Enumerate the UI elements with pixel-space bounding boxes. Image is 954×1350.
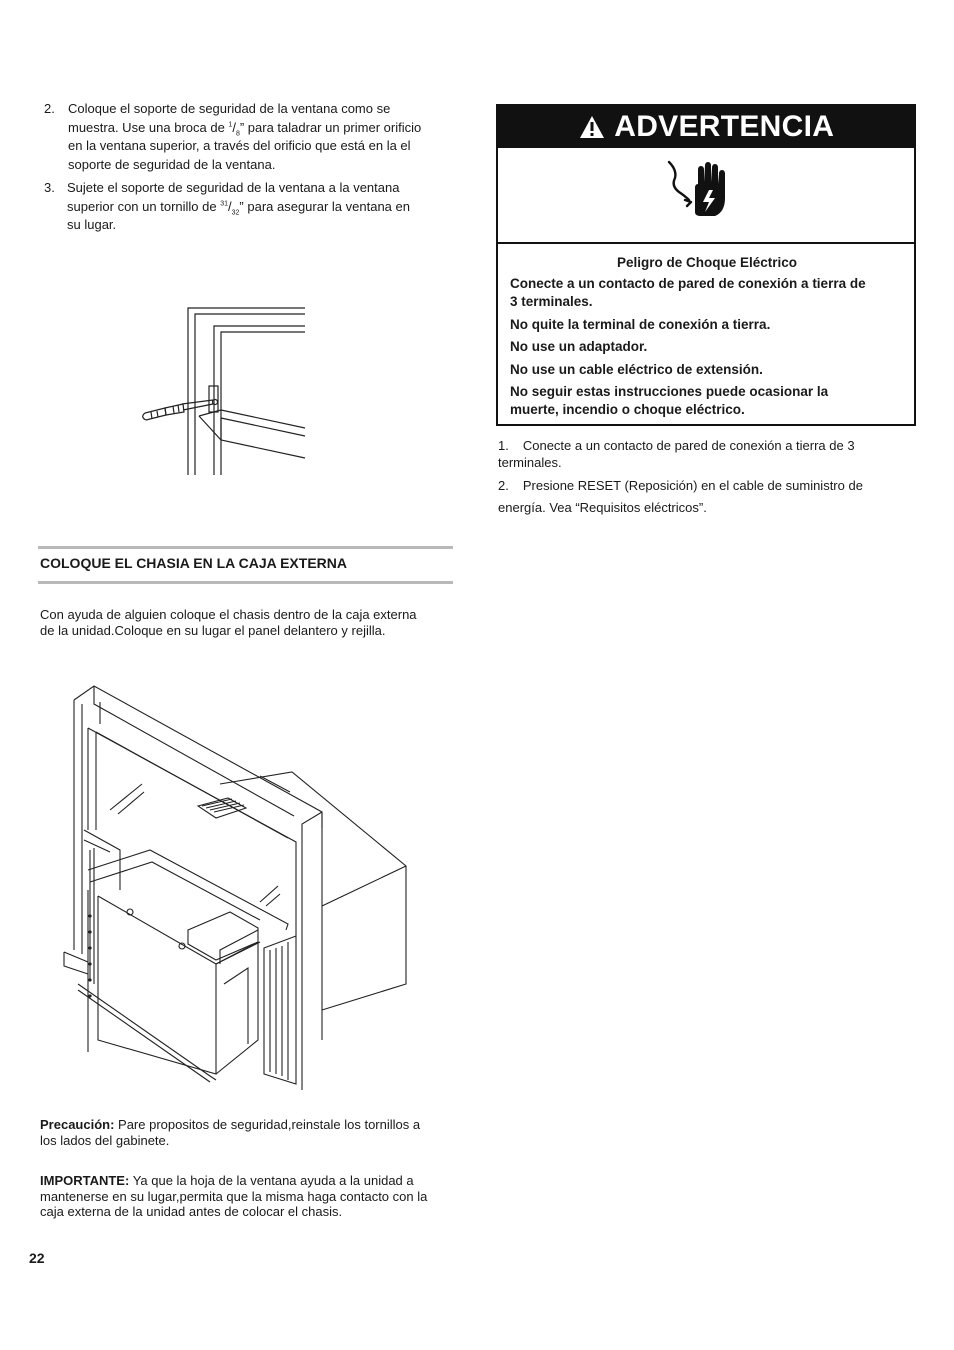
warning-text (510, 254, 904, 424)
precaution-line: Precaución: Pare propositos de seguridad,reinstale los tornillos a (40, 1117, 421, 1132)
step-text-line: en la ventana superior, a través del orificio que está en la el (68, 138, 411, 153)
warning-box (496, 104, 916, 426)
fraction-denominator: 32 (231, 209, 240, 217)
right-step-line: 2. Presione RESET (Reposición) en el cable de suministro de (498, 478, 863, 493)
precaution-label: Precaución: (40, 1117, 115, 1132)
fraction-numerator: 1 (228, 121, 233, 129)
step-text-line: su lugar. (67, 217, 117, 232)
warning-line: No quite la terminal de conexión a tierra. (510, 316, 771, 332)
step-number: 3. (44, 180, 55, 195)
fraction-numerator: 31 (220, 200, 228, 208)
warning-line: Conecte a un contacto de pared de conexión a tierra de 3 terminales. (510, 276, 866, 309)
step-3 (44, 179, 454, 237)
precaution-note (40, 1116, 460, 1150)
warning-title: ADVERTENCIA (614, 110, 835, 143)
warning-heading: Peligro de Choque Eléctrico (616, 255, 798, 270)
step-number: 1. (498, 438, 509, 453)
step-2 (44, 100, 454, 176)
step-text-line: superior con un tornillo de $^{31}/_{32}$” para asegurar la ventana en (67, 198, 410, 217)
precaution-line: los lados del gabinete. (40, 1132, 170, 1148)
step-text-line: soporte de seguridad de la ventana. (68, 156, 276, 172)
fraction-denominator: 8 (235, 130, 240, 138)
right-step-2 (498, 475, 908, 519)
important-line: IMPORTANTE: Ya que la hoja de la ventana ayuda a la unidad a (40, 1173, 414, 1188)
important-label: IMPORTANTE: (40, 1173, 130, 1188)
warning-line: No use un cable eléctrico de extensión. (510, 361, 763, 377)
intro-line: Con ayuda de alguien coloque el chasis dentro de la caja externa (40, 607, 417, 622)
electric-shock-hand-icon (665, 160, 737, 220)
window-bracket-illustration (135, 300, 310, 480)
page-number: 22 (29, 1250, 45, 1266)
warning-header (498, 106, 914, 148)
warning-line: No use un adaptador. (510, 339, 648, 354)
chassis-cabinet-illustration (60, 680, 412, 1092)
step-number: 2. (498, 478, 509, 493)
important-line: mantenerse en su lugar,permita que la misma haga contacto con la (40, 1188, 428, 1204)
right-step-line: energía. Vea “Requisitos eléctricos”. (498, 500, 707, 515)
intro-line: de la unidad.Coloque en su lugar el panel delantero y rejilla. (40, 622, 386, 638)
step-number: 2. (44, 101, 55, 116)
important-line: caja externa de la unidad antes de colocar el chasis. (40, 1204, 343, 1219)
section-title: COLOQUE EL CHASIA EN LA CAJA EXTERNA (40, 555, 347, 571)
warning-triangle-icon (578, 114, 606, 140)
step-text-line: Coloque el soporte de seguridad de la ventana como se (68, 101, 391, 116)
right-step-line: 1. Conecte a un contacto de pared de conexión a tierra de 3 (498, 438, 855, 453)
section-rule-top (38, 546, 453, 549)
warning-line: No seguir estas instrucciones puede ocasionar la muerte, incendio o choque eléctrico. (510, 384, 829, 417)
section-rule-bottom (38, 581, 453, 584)
right-step-line: terminales. (498, 454, 562, 470)
important-note (40, 1172, 465, 1222)
warning-icon-row (498, 148, 914, 244)
right-step-1 (498, 438, 908, 471)
step-text-line: Sujete el soporte de seguridad de la ventana a la ventana (67, 180, 400, 195)
step-text-line: muestra. Use una broca de $^1/_8$” para taladrar un primer orificio (68, 119, 422, 138)
section-intro (40, 606, 455, 640)
